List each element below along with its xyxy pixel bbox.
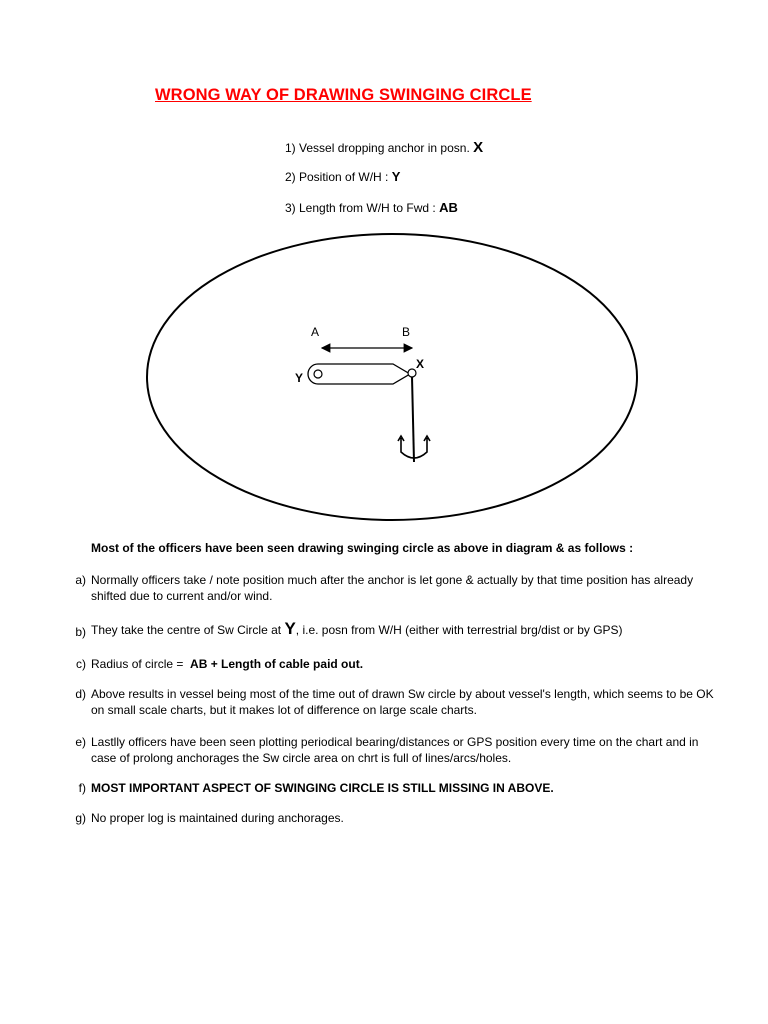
label-b: B — [402, 325, 411, 339]
marker-d: d) — [75, 687, 86, 701]
list-item-f — [60, 780, 720, 796]
marker-c: c) — [76, 657, 86, 671]
list-item-a — [60, 572, 720, 604]
marker-e: e) — [75, 735, 86, 749]
anchor-cable — [412, 377, 414, 462]
fact-3-label: 3) Length from W/H to Fwd : — [285, 201, 436, 215]
text-b-emph: Y — [284, 619, 296, 638]
list-item-b — [60, 621, 720, 638]
fact-2-value: Y — [391, 169, 401, 184]
label-x: X — [416, 357, 425, 371]
list-item-d — [60, 686, 720, 718]
marker-a: a) — [75, 573, 86, 587]
wheelhouse-marker — [314, 370, 322, 378]
vessel-hull — [308, 364, 410, 384]
text-c-before: Radius of circle = — [91, 657, 184, 671]
text-f: MOST IMPORTANT ASPECT OF SWINGING CIRCLE IS STILL MISSING IN ABOVE. — [91, 781, 554, 795]
intro-text: Most of the officers have been seen drawing swinging circle as above in diagram & as follows : — [91, 541, 634, 555]
list-item-g — [60, 810, 720, 826]
text-e: Lastlly officers have been seen plotting periodical bearing/distances or GPS position every time on the chart and in case of prolong anchorages the Sw circle area on chrt is full of lines/arcs/holes. — [91, 735, 699, 765]
label-a: A — [311, 325, 320, 339]
text-a: Normally officers take / note position much after the anchor is let gone & actually by that time position has already shifted due to current and/or wind. — [91, 573, 694, 603]
list-item-c — [60, 656, 720, 672]
text-d: Above results in vessel being most of the time out of drawn Sw circle by about vessel's length, which seems to be OK on small scale charts, but it makes lot of difference on large scale charts. — [91, 687, 714, 717]
fact-3-value: AB — [439, 200, 458, 215]
marker-b: b) — [75, 625, 86, 639]
fact-1-label: 1) Vessel dropping anchor in posn. — [285, 141, 470, 155]
list-item-e — [60, 734, 720, 766]
anchor-drop-marker — [408, 369, 416, 377]
page-title: WRONG WAY OF DRAWING SWINGING CIRCLE — [155, 86, 532, 104]
text-g: No proper log is maintained during anchorages. — [91, 811, 344, 825]
text-b-after: , i.e. posn from W/H (either with terrestrial brg/dist or by GPS) — [295, 623, 623, 637]
text-b-before: They take the centre of Sw Circle at — [91, 623, 282, 637]
marker-g: g) — [75, 811, 86, 825]
marker-f: f) — [78, 781, 86, 795]
fact-1-value: X — [473, 139, 484, 156]
label-y: Y — [295, 371, 304, 385]
text-c-emph: AB + Length of cable paid out. — [190, 657, 364, 671]
fact-2-label: 2) Position of W/H : — [285, 170, 389, 184]
